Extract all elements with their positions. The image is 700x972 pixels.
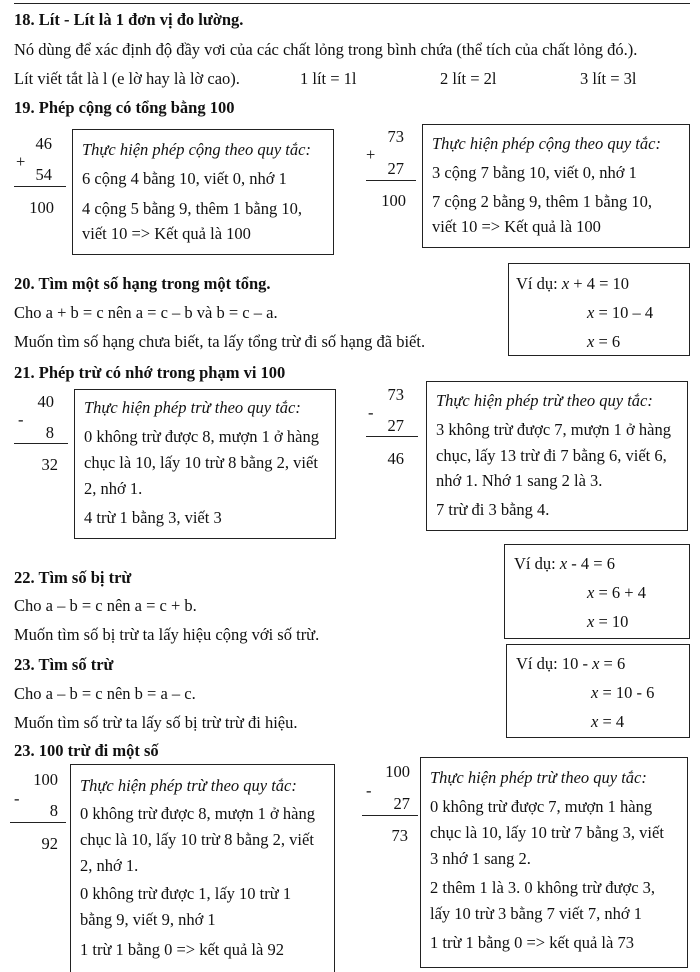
box-top-border [70, 764, 335, 765]
rule-step-4: 0 không trừ được 1, lấy 10 trừ 1 [80, 884, 292, 903]
subtrahend: 8 [45, 423, 54, 442]
box-left-border [70, 764, 71, 972]
section-23-line2: Muốn tìm số trừ ta lấy số bị trừ trừ đi hiệu. [14, 713, 298, 732]
difference-result: 46 [387, 449, 404, 468]
rule-step-1: 0 không trừ được 8, mượn 1 ở hàng [80, 804, 315, 823]
subtrahend: 8 [49, 801, 58, 820]
addend-a: 73 [387, 127, 404, 146]
section-23b-title: 23. 100 trừ đi một số [14, 741, 159, 760]
rule-step-3: viết 10 => Kết quả là 100 [432, 217, 601, 236]
minuend: 73 [387, 385, 404, 404]
rule-step-2: chục là 10, lấy 10 trừ 8 bằng 2, viết [84, 453, 318, 472]
rule-step-4: 4 trừ 1 bằng 3, viết 3 [84, 508, 222, 527]
rule-heading: Thực hiện phép trừ theo quy tắc: [80, 776, 297, 795]
rule-step-5: lấy 10 trừ 3 bằng 7 viết 7, nhớ 1 [430, 904, 642, 923]
minus-operator: - [366, 781, 372, 800]
example-line-2: x = 10 - 6 [591, 683, 655, 702]
rule-step-3: 2, nhớ 1. [80, 856, 139, 875]
sum-line [366, 180, 416, 181]
rule-heading: Thực hiện phép cộng theo quy tắc: [432, 134, 661, 153]
minuend: 100 [385, 762, 410, 781]
difference-line [366, 436, 418, 437]
rule-step-2: 7 cộng 2 bằng 9, thêm 1 bằng 10, [432, 192, 652, 211]
rule-heading: Thực hiện phép trừ theo quy tắc: [84, 398, 301, 417]
example-line-2: x = 10 – 4 [587, 303, 654, 322]
rule-step-6: 1 trừ 1 bằng 0 => kết quả là 73 [430, 933, 634, 952]
rule-step-4: 2 thêm 1 là 3. 0 không trừ được 3, [430, 878, 656, 897]
sum-line [14, 186, 66, 187]
rule-step-2: chục, lấy 13 trừ đi 7 bằng 6, viết 6, [436, 446, 667, 465]
example-line-1: Ví dụ: x + 4 = 10 [516, 274, 630, 293]
rule-step-2: 4 cộng 5 bằng 9, thêm 1 bằng 10, [82, 199, 302, 218]
minus-operator: - [368, 403, 374, 422]
rule-heading: Thực hiện phép trừ theo quy tắc: [436, 391, 653, 410]
rule-heading: Thực hiện phép cộng theo quy tắc: [82, 140, 311, 159]
difference-line [10, 822, 66, 823]
box-right-border [334, 764, 335, 972]
rule-step-6: 1 trừ 1 bằng 0 => kết quả là 92 [80, 940, 284, 959]
section-20-line2: Muốn tìm số hạng chưa biết, ta lấy tổng trừ đi số hạng đã biết. [14, 332, 426, 351]
minus-operator: - [18, 410, 24, 429]
section-19-title: 19. Phép cộng có tổng bằng 100 [14, 98, 235, 117]
section-18-line2: Lít viết tắt là l (e lờ hay là lờ cao). [14, 69, 240, 88]
minus-operator: - [14, 789, 20, 808]
rule-step-3: nhớ 1. Nhớ 1 sang 2 là 3. [436, 471, 603, 490]
addend-a: 46 [35, 134, 52, 153]
rule-step-1: 3 không trừ được 7, mượn 1 ở hàng [436, 420, 671, 439]
subtrahend: 27 [387, 416, 404, 435]
difference-result: 73 [391, 826, 408, 845]
difference-line [14, 443, 68, 444]
rule-step-3: viết 10 => Kết quả là 100 [82, 224, 251, 243]
rule-step-1: 0 không trừ được 7, mượn 1 hàng [430, 797, 653, 816]
rule-step-3: 3 nhớ 1 sang 2. [430, 849, 531, 868]
subtrahend: 27 [393, 794, 410, 813]
section-20-line1: Cho a + b = c nên a = c – b và b = c – a. [14, 303, 278, 322]
rule-step-5: bằng 9, viết 9, nhớ 1 [80, 910, 216, 929]
sum-result: 100 [29, 198, 54, 217]
section-22-line2: Muốn tìm số bị trừ ta lấy hiệu cộng với số trừ. [14, 625, 320, 644]
section-23-line1: Cho a – b = c nên b = a – c. [14, 684, 196, 703]
rule-step-2: chục là 10, lấy 10 trừ 7 bằng 3, viết [430, 823, 664, 842]
difference-result: 32 [41, 455, 58, 474]
difference-line [362, 815, 418, 816]
top-divider [14, 3, 690, 4]
example-line-1: Ví dụ: 10 - x = 6 [516, 654, 626, 673]
rule-heading: Thực hiện phép trừ theo quy tắc: [430, 768, 647, 787]
rule-step-1: 6 cộng 4 bằng 10, viết 0, nhớ 1 [82, 169, 287, 188]
rule-step-1: 3 cộng 7 bằng 10, viết 0, nhớ 1 [432, 163, 637, 182]
section-22-title: 22. Tìm số bị trừ [14, 568, 132, 587]
section-18-example1: 1 lít = 1l [300, 69, 357, 88]
example-line-1: Ví dụ: x - 4 = 6 [514, 554, 615, 573]
minuend: 40 [37, 392, 54, 411]
addend-b: 27 [387, 159, 404, 178]
section-21-title: 21. Phép trừ có nhớ trong phạm vi 100 [14, 363, 286, 382]
example-line-3: x = 10 [587, 612, 629, 631]
rule-step-4: 7 trừ đi 3 bằng 4. [436, 500, 550, 519]
plus-operator: + [366, 145, 376, 164]
difference-result: 92 [41, 834, 58, 853]
section-18-example3: 3 lít = 3l [580, 69, 637, 88]
example-line-2: x = 6 + 4 [587, 583, 646, 602]
sum-result: 100 [381, 191, 406, 210]
addend-b: 54 [35, 165, 52, 184]
section-22-line1: Cho a – b = c nên a = c + b. [14, 596, 197, 615]
rule-step-1: 0 không trừ được 8, mượn 1 ở hàng [84, 427, 319, 446]
plus-operator: + [16, 152, 26, 171]
example-line-3: x = 4 [591, 712, 625, 731]
section-18-line1: Nó dùng để xác định độ đầy vơi của các chất lỏng trong bình chứa (thể tích của chất lỏng đó.). [14, 40, 638, 59]
minuend: 100 [33, 770, 58, 789]
example-line-3: x = 6 [587, 332, 621, 351]
section-18-title: 18. Lít - Lít là 1 đơn vị đo lường. [14, 10, 244, 29]
section-18-example2: 2 lít = 2l [440, 69, 497, 88]
rule-step-2: chục là 10, lấy 10 trừ 8 bằng 2, viết [80, 830, 314, 849]
section-23-title: 23. Tìm số trừ [14, 655, 114, 674]
rule-step-3: 2, nhớ 1. [84, 479, 143, 498]
section-20-title: 20. Tìm một số hạng trong một tổng. [14, 274, 271, 293]
